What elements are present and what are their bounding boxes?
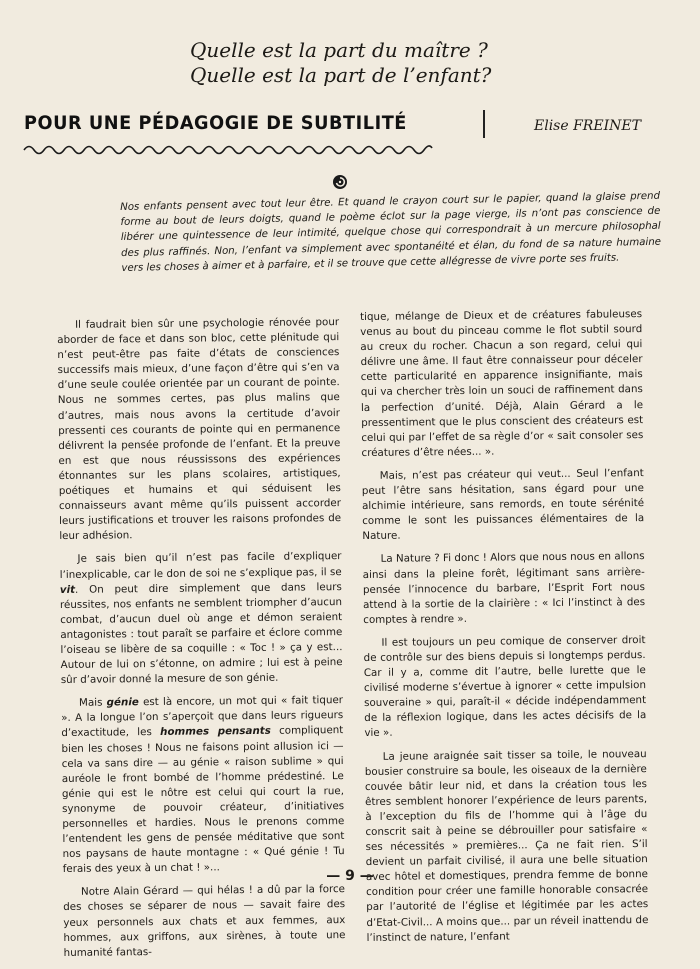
title-separator xyxy=(483,110,485,138)
text-run: Je sais bien qu’il n’est pas facile d’expliquer l’inexplicable, car le don de soi ne s’explique pas, il se xyxy=(59,550,342,581)
text-run: compliquent bien les choses ! Nous ne faisons point allusion ici — cela va sans dire — au génie « raison sublime » qui auréole le front bombé de l’homme prédestiné. Le génie qui est le nôtre est celui qui court la rue, synonyme de pouvoir créateur, d’initiatives personnelles et hardies. Nous le prenons comme l’entendent les gens de pensée méditative que sont nos paysans de haute montagne : « Qué génie ! Tu ferais des yeux à un chat ! »... xyxy=(61,724,345,876)
right-column xyxy=(360,307,649,954)
text-run: est là encore, un mot qui « fait tiquer ». A la longue l’on s’aperçoit que dans leurs rigueurs d’exactitude, les xyxy=(61,694,344,740)
left-paragraph-4: Notre Alain Gérard — qui hélas ! a dû par la force des choses se séparer de nous — savait faire des yeux personnels aux chats et aux femmes, aux hommes, aux griffons, aux sirènes, à toute une humanité fantas- xyxy=(63,883,346,959)
epigraph-line-1: Quelle est la part du maître ? xyxy=(190,38,488,62)
text-run: Mais xyxy=(78,696,107,710)
left-paragraph-1: Il faudrait bien sûr une psychologie rénovée pour aborder de face et dans son bloc, cette plénitude qui n’est peut-être pas faite d’états de consciences successifs mais mieux, d’une façon d’être qui s’en va d’une seule coulée orientée par un courant de pointe. Nous ne sommes certes, pas plus malins que d’autres, mais nous avons la certitude d’avoir pressenti ces courants de pointe qui en permanence délivrent la pensée profonde de l’enfant. Et la preuve en est que nous réussissons des expériences étonnantes sur les plans scolaires, artistiques, poétiques et humains et qui séduisent les connaisseurs avant même qu’ils puissent accorder leurs justifications et trouver les raisons profondes de leur adhésion. xyxy=(57,316,342,543)
emphasis-hommes-pensants: hommes pensants xyxy=(160,725,271,739)
intro-paragraph: Nos enfants pensent avec tout leur être. Et quand le crayon court sur le papier, quand la glaise prend forme au bout de leurs doigts, quand le poème éclot sur la page vierge, ils n’ont pas conscience de libérer une quintessence de leur intimité, quelque chose qui correspondrait à un mercure philosophal des plus raffinés. Non, l’enfant va simplement avec spontanéité et élan, du fond de sa nature humaine vers les choses à aimer et à parfaire, et il se trouve que cette allégresse de vivre porte ses fruits. xyxy=(120,190,662,274)
left-paragraph-3 xyxy=(61,693,345,877)
emphasis-genie: génie xyxy=(106,696,139,709)
epigraph xyxy=(190,38,570,88)
right-paragraph-4: Il est toujours un peu comique de conserver droit de contrôle sur des biens depuis si longtemps perdus. Car il y a, comme dit l’autre, belle lurette que le civilisé moderne s’évertue à ignorer « cette impulsion souveraine » qui, paraît-il « décide indépendamment de la réflexion logique, dans les actes décisifs de la vie ». xyxy=(363,633,647,740)
right-paragraph-2: Mais, n’est pas créateur qui veut... Seul l’enfant peut l’être sans hésitation, sans égard pour une alchimie intérieure, sans remords, en toute sérénité comme le sont les puissances élémentaires de la Nature. xyxy=(361,466,645,543)
wavy-underline xyxy=(22,140,434,160)
article-title: POUR UNE PÉDAGOGIE DE SUBTILITÉ xyxy=(24,112,407,134)
author-name: Elise FREINET xyxy=(534,118,641,134)
right-paragraph-3: La Nature ? Fi donc ! Alors que nous nous en allons ainsi dans la pleine forêt, légitimant sans arrière-pensée l’innocence du barbare, l’Esprit Fort nous attend à la sortie de la clairière : « Ici l’instinct à des comptes à rendre ». xyxy=(362,550,646,626)
emphasis-vit: vit xyxy=(59,583,76,596)
text-run: . On peut dire simplement que dans leurs réussites, nos enfants ne semblent triompher d’aucun combat, d’aucun duel où ange et démon seraient antagonistes : tout paraît se parfaire et éclore comme l’oiseau se libère de sa coquille : « Toc ! » ça y est... Autour de lui on s’étonne, on admire ; lui est à peine sûr d’avoir donné la mesure de son génie. xyxy=(59,580,343,687)
right-paragraph-5: La jeune araignée sait tisser sa toile, le nouveau bousier construire sa boule, les oiseaux de la dernière couvée bâtir leur nid, et dans la création tous les êtres semblent honorer l’expérience de leurs parents, à l’exception du fils de l’homme qui à l’âge du conscrit sait à peine se débrouiller pour satisfaire « ses nécessités » premières... Ça ne fait rien. S’il devient un parfait civilisé, il aura une belle situation avec hôtel et domestiques, prendra femme de bonne condition pour créer une famille honorable consacrée par l’autorité de l’église et légitimée par les actes d’Etat-Civil... A moins que... par un réveil inattendu de l’instinct de nature, l’enfant xyxy=(364,747,649,944)
epigraph-line-2: Quelle est la part de l’enfant? xyxy=(190,63,492,87)
right-paragraph-1: tique, mélange de Dieux et de créatures fabuleuses venus au bout du pinceau comme le flot subtil sourd au creux du rocher. Chacun a son regard, celui qui délivre une âme. Il faut être connaisseur pour déceler cette particularité en apparence insignifiante, mais qui va chercher très loin un souci de raffinement dans la perfection d’unité. Déjà, Alain Gérard a le pressentiment que le plus conscient des créateurs est celui qui par l’effet de sa règle d’or « sait consoler ses créatures d’être nées... ». xyxy=(360,308,644,459)
page-number: — 9 — xyxy=(326,868,374,884)
spiral-ornament-icon xyxy=(330,172,350,192)
left-paragraph-2 xyxy=(59,549,342,688)
